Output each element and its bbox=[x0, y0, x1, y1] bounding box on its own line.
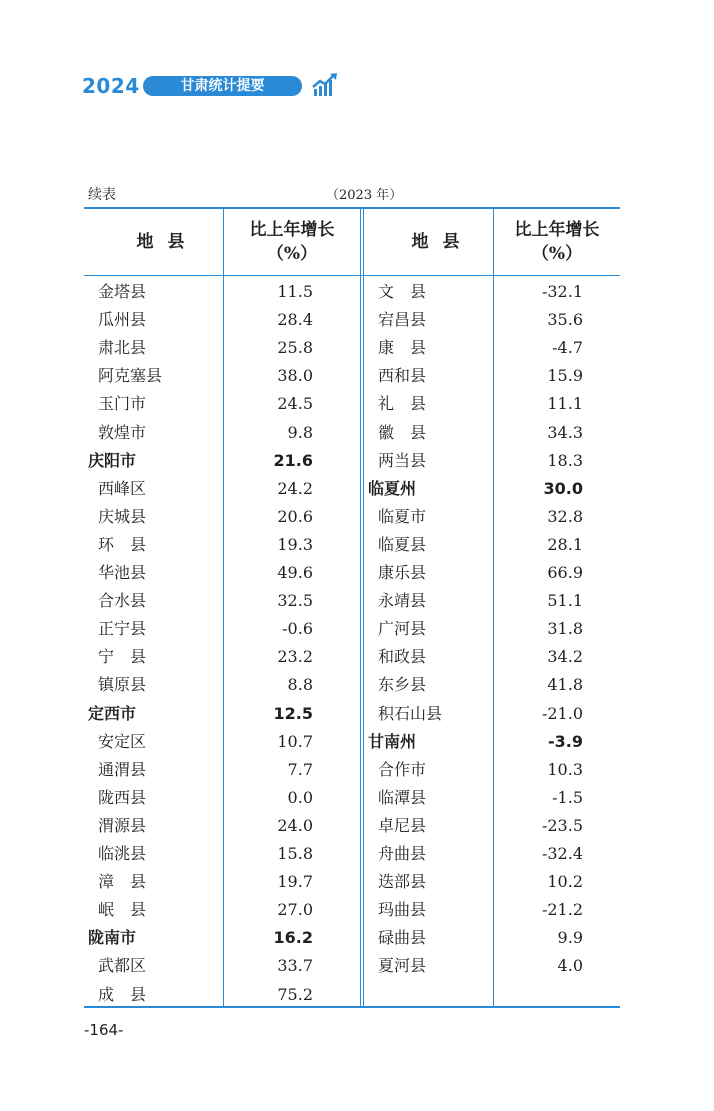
growth-value: 15.8 bbox=[277, 844, 313, 863]
growth-value: -32.1 bbox=[541, 282, 583, 301]
table-row bbox=[84, 278, 620, 306]
region-name-county: 临洮县 bbox=[98, 844, 147, 863]
growth-value: 23.2 bbox=[277, 647, 313, 667]
growth-table bbox=[84, 207, 620, 1008]
table-row bbox=[84, 840, 620, 868]
region-name-county: 敦煌市 bbox=[98, 422, 147, 442]
region-name-county: 武都区 bbox=[98, 956, 147, 976]
table-row bbox=[84, 503, 620, 531]
header-year: 2024 bbox=[82, 74, 140, 98]
region-name-county: 迭部县 bbox=[378, 872, 427, 892]
growth-value: 16.2 bbox=[273, 928, 313, 948]
growth-value: -0.6 bbox=[282, 619, 313, 639]
growth-value: 19.3 bbox=[277, 534, 313, 554]
region-name-county: 康 县 bbox=[378, 338, 427, 358]
region-name-county: 瓜州县 bbox=[98, 310, 147, 330]
growth-value: 24.5 bbox=[277, 394, 313, 414]
region-name-county: 东乡县 bbox=[378, 675, 427, 695]
growth-value: 20.6 bbox=[277, 506, 313, 526]
header-region-left: 地县 bbox=[136, 232, 199, 252]
header-growth-label: 比上年增长 bbox=[514, 220, 600, 240]
region-name-county: 宁 县 bbox=[98, 647, 147, 667]
region-name-county: 卓尼县 bbox=[378, 815, 427, 835]
growth-value: -23.5 bbox=[541, 815, 583, 835]
growth-value: -21.2 bbox=[541, 900, 583, 920]
region-name-county: 成 县 bbox=[98, 984, 147, 1004]
growth-value: -32.4 bbox=[541, 844, 583, 863]
growth-value: 10.3 bbox=[547, 759, 583, 779]
region-name-county: 渭源县 bbox=[98, 815, 147, 835]
table-row bbox=[84, 700, 620, 728]
region-name-county: 环 县 bbox=[98, 534, 147, 554]
table-caption-year: （2023 年） bbox=[326, 188, 403, 203]
region-name-county: 正宁县 bbox=[98, 619, 147, 639]
growth-value: -21.0 bbox=[541, 703, 583, 723]
region-name-county: 阿克塞县 bbox=[98, 366, 163, 386]
table-row bbox=[84, 868, 620, 896]
growth-value: 12.5 bbox=[273, 703, 313, 723]
growth-value: 18.3 bbox=[547, 450, 583, 470]
growth-value: 7.7 bbox=[287, 759, 313, 779]
growth-value: 30.0 bbox=[543, 478, 583, 498]
growth-value: 34.3 bbox=[547, 422, 583, 442]
region-name-prefecture: 陇南市 bbox=[88, 928, 137, 948]
table-row bbox=[84, 981, 620, 1009]
header-growth-label: 比上年增长 bbox=[249, 220, 335, 240]
region-name-county: 西峰区 bbox=[98, 478, 147, 498]
region-name-county: 舟曲县 bbox=[378, 844, 427, 863]
table-row bbox=[84, 334, 620, 362]
table-row bbox=[84, 756, 620, 784]
region-name-county: 和政县 bbox=[378, 647, 427, 667]
header-region-right: 地县 bbox=[411, 232, 474, 252]
region-name-county: 西和县 bbox=[378, 366, 427, 386]
growth-value: 9.8 bbox=[287, 422, 313, 442]
table-row bbox=[84, 531, 620, 559]
growth-value: 33.7 bbox=[277, 956, 313, 976]
region-name-county: 康乐县 bbox=[378, 563, 427, 582]
region-name-county: 礼 县 bbox=[378, 394, 427, 414]
growth-value: 24.2 bbox=[277, 478, 313, 498]
table-row bbox=[84, 952, 620, 980]
growth-value: 28.1 bbox=[547, 534, 583, 554]
growth-value: 9.9 bbox=[557, 928, 583, 948]
region-name-county: 合作市 bbox=[378, 759, 427, 779]
region-name-county: 广河县 bbox=[378, 619, 427, 639]
header-growth-unit: （%） bbox=[266, 244, 318, 264]
page-number: -164- bbox=[84, 1021, 124, 1039]
region-name-county: 安定区 bbox=[98, 731, 147, 751]
growth-value: 41.8 bbox=[547, 675, 583, 695]
region-name-county: 岷 县 bbox=[98, 900, 147, 920]
growth-value: 35.6 bbox=[547, 310, 583, 330]
growth-value: 11.1 bbox=[547, 394, 583, 414]
growth-value: 27.0 bbox=[277, 900, 313, 920]
region-name-county: 通渭县 bbox=[98, 759, 147, 779]
region-name-county: 临潭县 bbox=[378, 787, 427, 807]
region-name-county: 华池县 bbox=[98, 563, 147, 582]
region-name-prefecture: 临夏州 bbox=[368, 478, 417, 498]
header-growth-unit: （%） bbox=[531, 244, 583, 264]
region-name-county: 金塔县 bbox=[98, 282, 147, 301]
table-row bbox=[84, 362, 620, 390]
table-row bbox=[84, 643, 620, 671]
region-name-county: 文 县 bbox=[378, 282, 427, 301]
growth-value: 38.0 bbox=[277, 366, 313, 386]
table-row bbox=[84, 784, 620, 812]
region-name-county: 临夏市 bbox=[378, 506, 427, 526]
region-name-county: 合水县 bbox=[98, 591, 147, 611]
table-row bbox=[84, 615, 620, 643]
table-row bbox=[84, 390, 620, 418]
growth-value: 15.9 bbox=[547, 366, 583, 386]
region-name-prefecture: 定西市 bbox=[88, 703, 137, 723]
table-row bbox=[84, 728, 620, 756]
table-row bbox=[84, 447, 620, 475]
table-row bbox=[84, 587, 620, 615]
region-name-county: 积石山县 bbox=[378, 703, 443, 723]
growth-value: 34.2 bbox=[547, 647, 583, 667]
table-caption-continued: 续表 bbox=[88, 187, 116, 203]
region-name-county: 玛曲县 bbox=[378, 900, 427, 920]
table-row bbox=[84, 671, 620, 699]
chart-trend-icon bbox=[312, 72, 338, 98]
growth-value: 4.0 bbox=[557, 956, 583, 976]
growth-value: 19.7 bbox=[277, 872, 313, 892]
table-row bbox=[84, 559, 620, 587]
header-growth-right bbox=[494, 209, 620, 275]
growth-value: 32.5 bbox=[277, 591, 313, 611]
region-name-prefecture: 庆阳市 bbox=[88, 450, 137, 470]
table-row bbox=[84, 896, 620, 924]
region-name-county: 玉门市 bbox=[98, 394, 147, 414]
growth-value: 75.2 bbox=[277, 984, 313, 1004]
table-row bbox=[84, 419, 620, 447]
region-name-county: 陇西县 bbox=[98, 787, 147, 807]
region-name-prefecture: 甘南州 bbox=[368, 731, 417, 751]
header-title: 甘肃统计提要 bbox=[143, 76, 302, 96]
growth-value: 25.8 bbox=[277, 338, 313, 358]
growth-value: -3.9 bbox=[548, 731, 583, 751]
growth-value: 21.6 bbox=[273, 450, 313, 470]
growth-value: 66.9 bbox=[547, 563, 583, 582]
region-name-county: 临夏县 bbox=[378, 534, 427, 554]
growth-value: 32.8 bbox=[547, 506, 583, 526]
region-name-county: 漳 县 bbox=[98, 872, 147, 892]
region-name-county: 庆城县 bbox=[98, 506, 147, 526]
growth-value: -4.7 bbox=[552, 338, 583, 358]
region-name-county: 两当县 bbox=[378, 450, 427, 470]
growth-value: 51.1 bbox=[547, 591, 583, 611]
table-row bbox=[84, 812, 620, 840]
region-name-county: 夏河县 bbox=[378, 956, 427, 976]
growth-value: 0.0 bbox=[287, 787, 313, 807]
growth-value: 10.2 bbox=[547, 872, 583, 892]
region-name-county: 宕昌县 bbox=[378, 310, 427, 330]
region-name-county: 碌曲县 bbox=[378, 928, 427, 948]
growth-value: 31.8 bbox=[547, 619, 583, 639]
growth-value: 10.7 bbox=[277, 731, 313, 751]
growth-value: 11.5 bbox=[277, 282, 313, 301]
table-row bbox=[84, 924, 620, 952]
header-growth-left bbox=[224, 209, 360, 275]
growth-value: 49.6 bbox=[277, 563, 313, 582]
region-name-county: 永靖县 bbox=[378, 591, 427, 611]
region-name-county: 肃北县 bbox=[98, 338, 147, 358]
growth-value: -1.5 bbox=[552, 787, 583, 807]
region-name-county: 镇原县 bbox=[98, 675, 147, 695]
table-row bbox=[84, 306, 620, 334]
header-divider bbox=[84, 275, 620, 276]
region-name-county: 徽 县 bbox=[378, 422, 427, 442]
growth-value: 28.4 bbox=[277, 310, 313, 330]
growth-value: 24.0 bbox=[277, 815, 313, 835]
growth-value: 8.8 bbox=[287, 675, 313, 695]
table-row bbox=[84, 475, 620, 503]
